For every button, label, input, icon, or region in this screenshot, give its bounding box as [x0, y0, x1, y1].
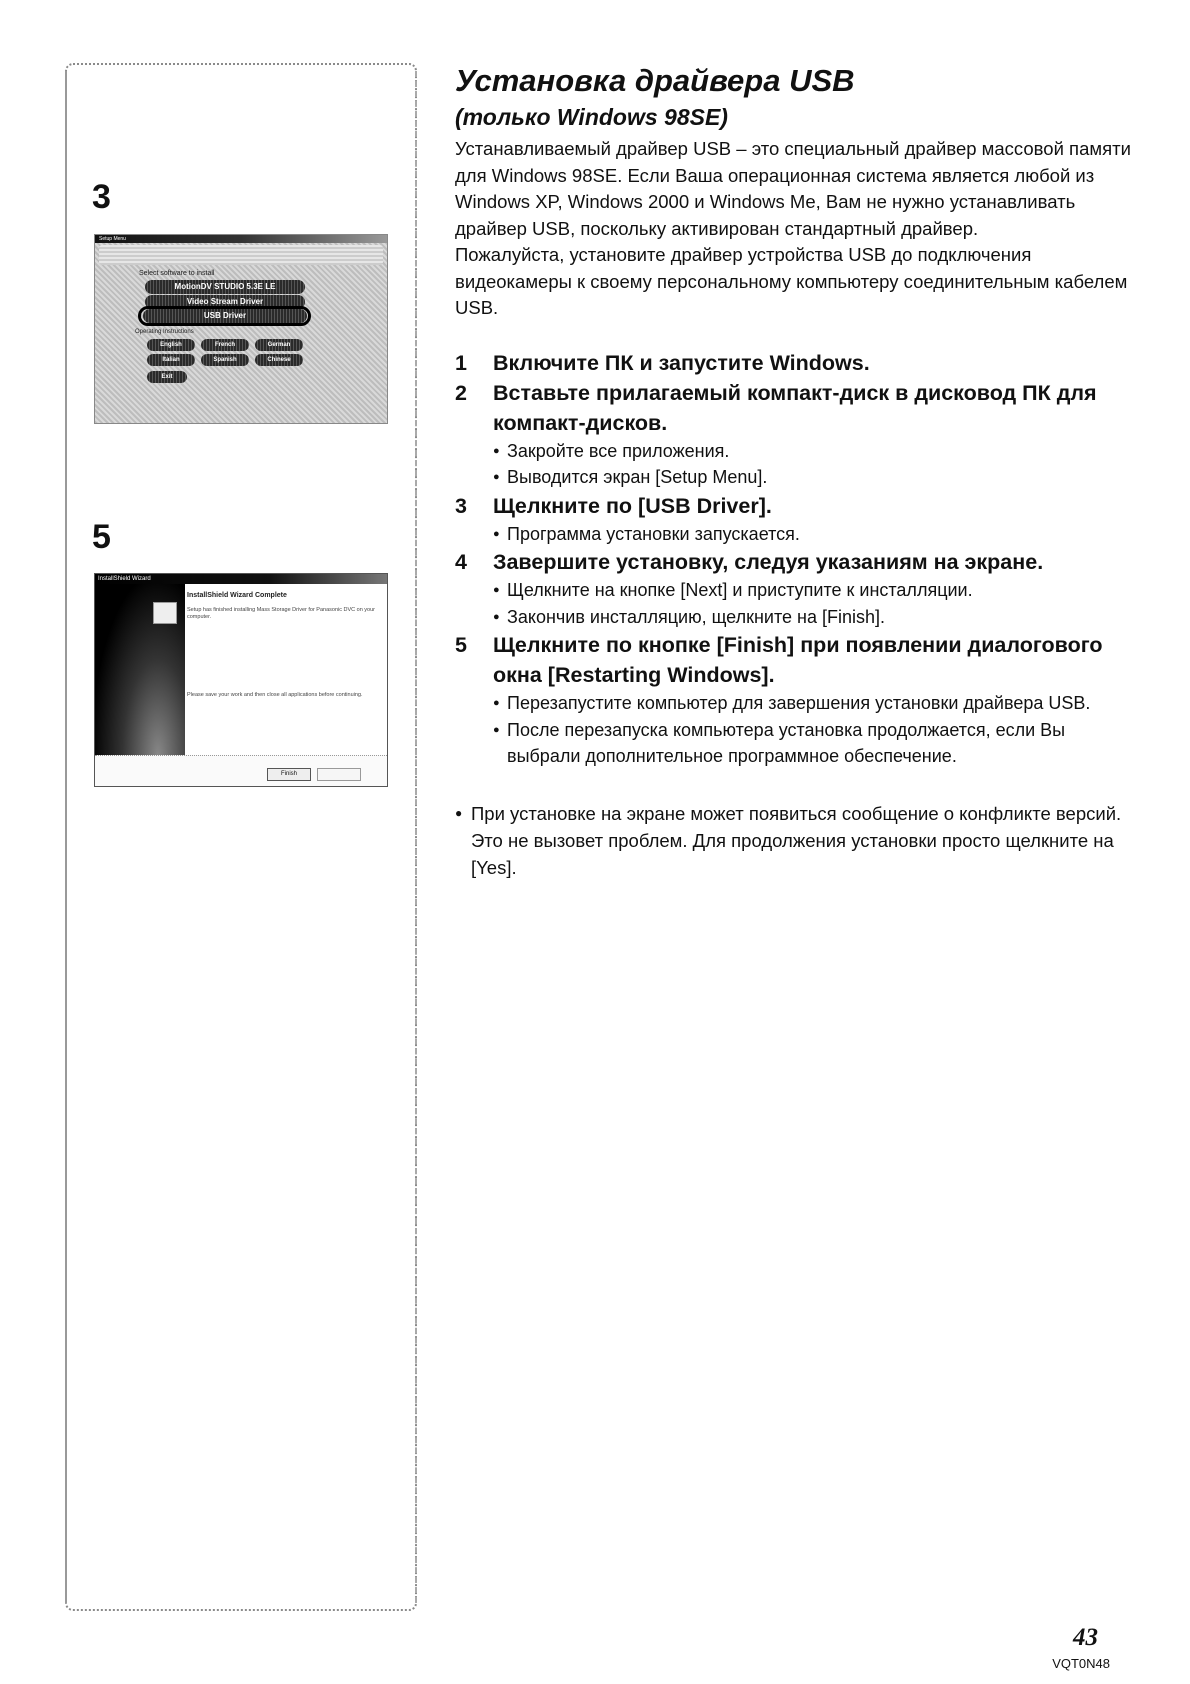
main-content: [455, 62, 1135, 881]
step-1: [455, 348, 1135, 378]
setup-menu-titlebar: [95, 235, 387, 243]
step-text: Включите ПК и запустите Windows.: [493, 350, 870, 375]
setup-menu-title: Setup Menu: [99, 236, 126, 242]
page-subtitle: (только Windows 98SE): [455, 104, 728, 130]
usb-driver-button[interactable]: USB Driver: [143, 309, 307, 323]
bullet-item: ● Закройте все приложения.: [493, 438, 1135, 465]
wizard-content: [187, 584, 383, 756]
setup-menu-banner: [99, 245, 383, 265]
bullet-item: ● Программа установки запускается.: [493, 521, 1135, 548]
intro-paragraph-1: Устанавливаемый драйвер USB – это специальный драйвер массовой памяти для Windows 98SE. Если Ваша операционная система является любой из Windows XP, Windows 2000 и Windows Me, Вам не нужно устанавливать драйвер USB, поскольку активирован стандартный драйвер.: [455, 138, 1131, 239]
cancel-button[interactable]: [317, 768, 361, 781]
lang-spanish-button[interactable]: Spanish: [201, 354, 249, 366]
bullet-item: ● Выводится экран [Setup Menu].: [493, 464, 1135, 491]
install-wizard-screenshot: [94, 573, 388, 787]
step-number: 2: [455, 380, 467, 405]
intro-paragraph-2: Пожалуйста, установите драйвер устройства USB до подключения видеокамеры к своему персональному компьютеру соединительным кабелем USB.: [455, 244, 1128, 318]
motiondv-studio-button[interactable]: MotionDV STUDIO 5.3E LE: [145, 280, 305, 294]
step-number: 4: [455, 550, 467, 574]
lang-italian-button[interactable]: Italian: [147, 354, 195, 366]
step-text: Завершите установку, следуя указаниям на экране.: [493, 550, 1044, 574]
page-number: 43: [1073, 1624, 1098, 1651]
bullet-item: ● После перезапуска компьютера установка продолжается, если Вы выбрали дополнительное программное обеспечение.: [493, 717, 1135, 770]
step-2-bullets: [493, 438, 1135, 491]
wizard-titlebar: InstallShield Wizard: [95, 574, 387, 584]
intro-text: [455, 136, 1135, 322]
wizard-heading: InstallShield Wizard Complete: [187, 592, 287, 599]
wizard-note: Please save your work and then close all applications before continuing.: [187, 692, 363, 698]
page-title: Установка драйвера USB: [455, 63, 855, 98]
wizard-computer-icon: [153, 602, 177, 624]
setup-menu-screenshot: [94, 234, 388, 424]
bullet-item: ● Щелкните на кнопке [Next] и приступите к инсталляции.: [493, 577, 1135, 604]
lang-german-button[interactable]: German: [255, 339, 303, 351]
wizard-side-graphic: [95, 584, 185, 756]
bullet-item: ● Перезапустите компьютер для завершения установки драйвера USB.: [493, 690, 1135, 717]
step-2: [455, 378, 1135, 438]
lang-french-button[interactable]: French: [201, 339, 249, 351]
step-4-bullets: [493, 577, 1135, 630]
usb-driver-highlight-ring: [138, 306, 311, 326]
finish-button[interactable]: Finish: [267, 768, 311, 781]
step-5: [455, 630, 1135, 690]
step-4: [455, 547, 1135, 577]
sidebar-step-3-number: 3: [92, 178, 111, 216]
wizard-message: Setup has finished installing Mass Storage Driver for Panasonic DVC on your computer.: [187, 607, 376, 620]
step-text: Щелкните по кнопке [Finish] при появлении диалогового окна [Restarting Windows].: [493, 633, 1103, 687]
video-stream-driver-button[interactable]: Video Stream Driver: [145, 295, 305, 309]
document-code: VQT0N48: [1052, 1656, 1110, 1671]
step-text: Щелкните по [USB Driver].: [493, 493, 772, 518]
step-3-bullets: [493, 521, 1135, 548]
step-5-bullets: [493, 690, 1135, 770]
step-text: Вставьте прилагаемый компакт-диск в дисковод ПК для компакт-дисков.: [493, 380, 1097, 435]
step-3: [455, 491, 1135, 521]
step-number: 3: [455, 493, 467, 518]
step-number: 1: [455, 350, 467, 375]
select-software-label: Select software to install: [139, 270, 215, 277]
wizard-footer: [95, 755, 387, 786]
sidebar-step-5-number: 5: [92, 518, 111, 556]
step-number: 5: [455, 633, 467, 657]
operating-instructions-label: Operating Instructions: [135, 329, 194, 335]
steps-list: [455, 348, 1135, 770]
lang-english-button[interactable]: English: [147, 339, 195, 351]
exit-button[interactable]: Exit: [147, 371, 187, 383]
version-conflict-note: ● При установке на экране может появиться сообщение о конфликте версий. Это не вызовет проблем. Для продолжения установки просто щелкните на [Yes].: [455, 800, 1135, 881]
lang-chinese-button[interactable]: Chinese: [255, 354, 303, 366]
bullet-item: ● Закончив инсталляцию, щелкните на [Finish].: [493, 604, 1135, 631]
